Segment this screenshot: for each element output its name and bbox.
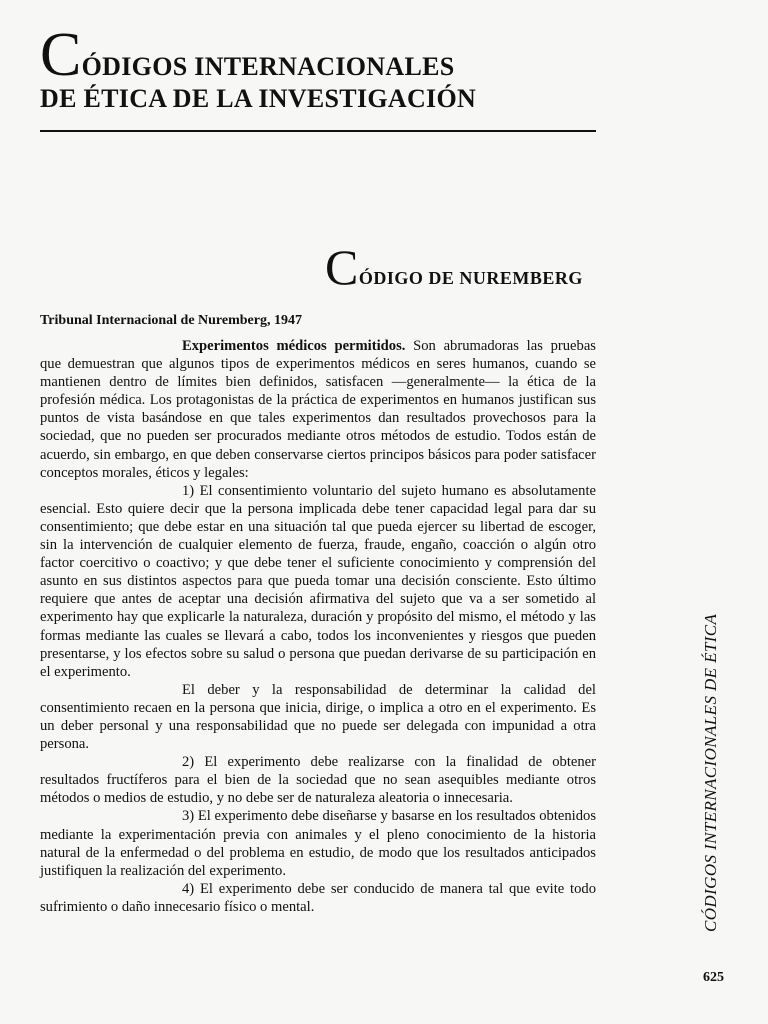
paragraph-principle-4: 4) El experimento debe ser conducido de manera tal que evite todo sufrimiento o daño innecesario físico o mental. <box>40 880 596 915</box>
main-title-line-1-rest: ÓDIGOS INTERNACIONALES <box>81 52 455 81</box>
lead-heading: Experimentos médicos permitidos. <box>182 338 406 354</box>
running-title: CÓDIGOS INTERNACIONALES DE ÉTICA <box>701 613 720 932</box>
paragraph-principle-1: 1) El consentimiento voluntario del sujeto humano es absolutamente esencial. Esto quiere decir que la persona implicada debe tener capacidad legal para dar su consentimiento; que debe estar en una situación tal que pueda ejercer su libertad de escoger, sin la intervención de cualquier elemento de fuerza, fraude, engaño, coacción o algún otro factor coercitivo o coactivo; y que debe tener el suficiente conocimiento y comprensión del asunto en sus distintos aspectos para que pueda tomar una decisión consciente. Esto último requiere que antes de aceptar una decisión afirmativa del sujeto que va a ser sometido al experimento hay que explicarle la naturaleza, duración y propósito del mismo, el método y las formas mediante las cuales se llevará a cabo, todos los inconvenientes y riesgos que pueden presentarse, y los efectos sobre su salud o persona que puedan derivarse de su participación en el experimento. <box>40 482 596 680</box>
paragraph-principle-2: 2) El experimento debe realizarse con la finalidad de obtener resultados fructíferos para el bien de la sociedad que no sean asequibles mediante otros métodos o medios de estudio, y no debe ser de naturaleza aleatoria o innecesaria. <box>40 754 596 807</box>
paragraph-intro <box>40 337 596 482</box>
main-title-line-2: DE ÉTICA DE LA INVESTIGACIÓN <box>40 84 477 113</box>
body-text <box>40 337 596 916</box>
title-underline <box>40 130 596 132</box>
section-title-rest: ÓDIGO DE NUREMBERG <box>358 268 583 288</box>
main-title <box>40 21 477 113</box>
paragraph-intro-text: Son abrumadoras las pruebas que demuestran que algunos tipos de experimentos médicos en seres humanos, cuando se mantienen dentro de límites bien definidos, satisfacen —generalmente— la ética de la profesión médica. Los protagonistas de la práctica de experimentos en humanos justifican sus puntos de vista basándose en que tales experimentos dan resultados provechosos para la sociedad, que no pueden ser procurados mediante otros métodos de estudio. Todos están de acuerdo, sin embargo, en que deben conservarse ciertos principos básicos para poder satisfacer conceptos morales, éticos y legales: <box>40 338 596 481</box>
main-title-initial: C <box>40 21 82 89</box>
paragraph-responsibility: El deber y la responsabilidad de determinar la calidad del consentimiento recaen en la persona que inicia, dirige, o implica a otro en el experimento. Es un deber personal y una responsabilidad que no puede ser delegada con impunidad a otra persona. <box>40 681 596 753</box>
page-number: 625 <box>703 970 724 985</box>
section-title <box>325 239 583 295</box>
section-title-initial: C <box>325 239 359 295</box>
section-subtitle: Tribunal Internacional de Nuremberg, 1947 <box>40 313 302 328</box>
main-title-line-1 <box>40 21 476 89</box>
paragraph-principle-3: 3) El experimento debe diseñarse y basarse en los resultados obtenidos mediante la experimentación previa con animales y el pleno conocimiento de la historia natural de la enfermedad o del problema en estudio, de modo que los resultados anticipados justifiquen la realización del experimento. <box>40 808 596 879</box>
